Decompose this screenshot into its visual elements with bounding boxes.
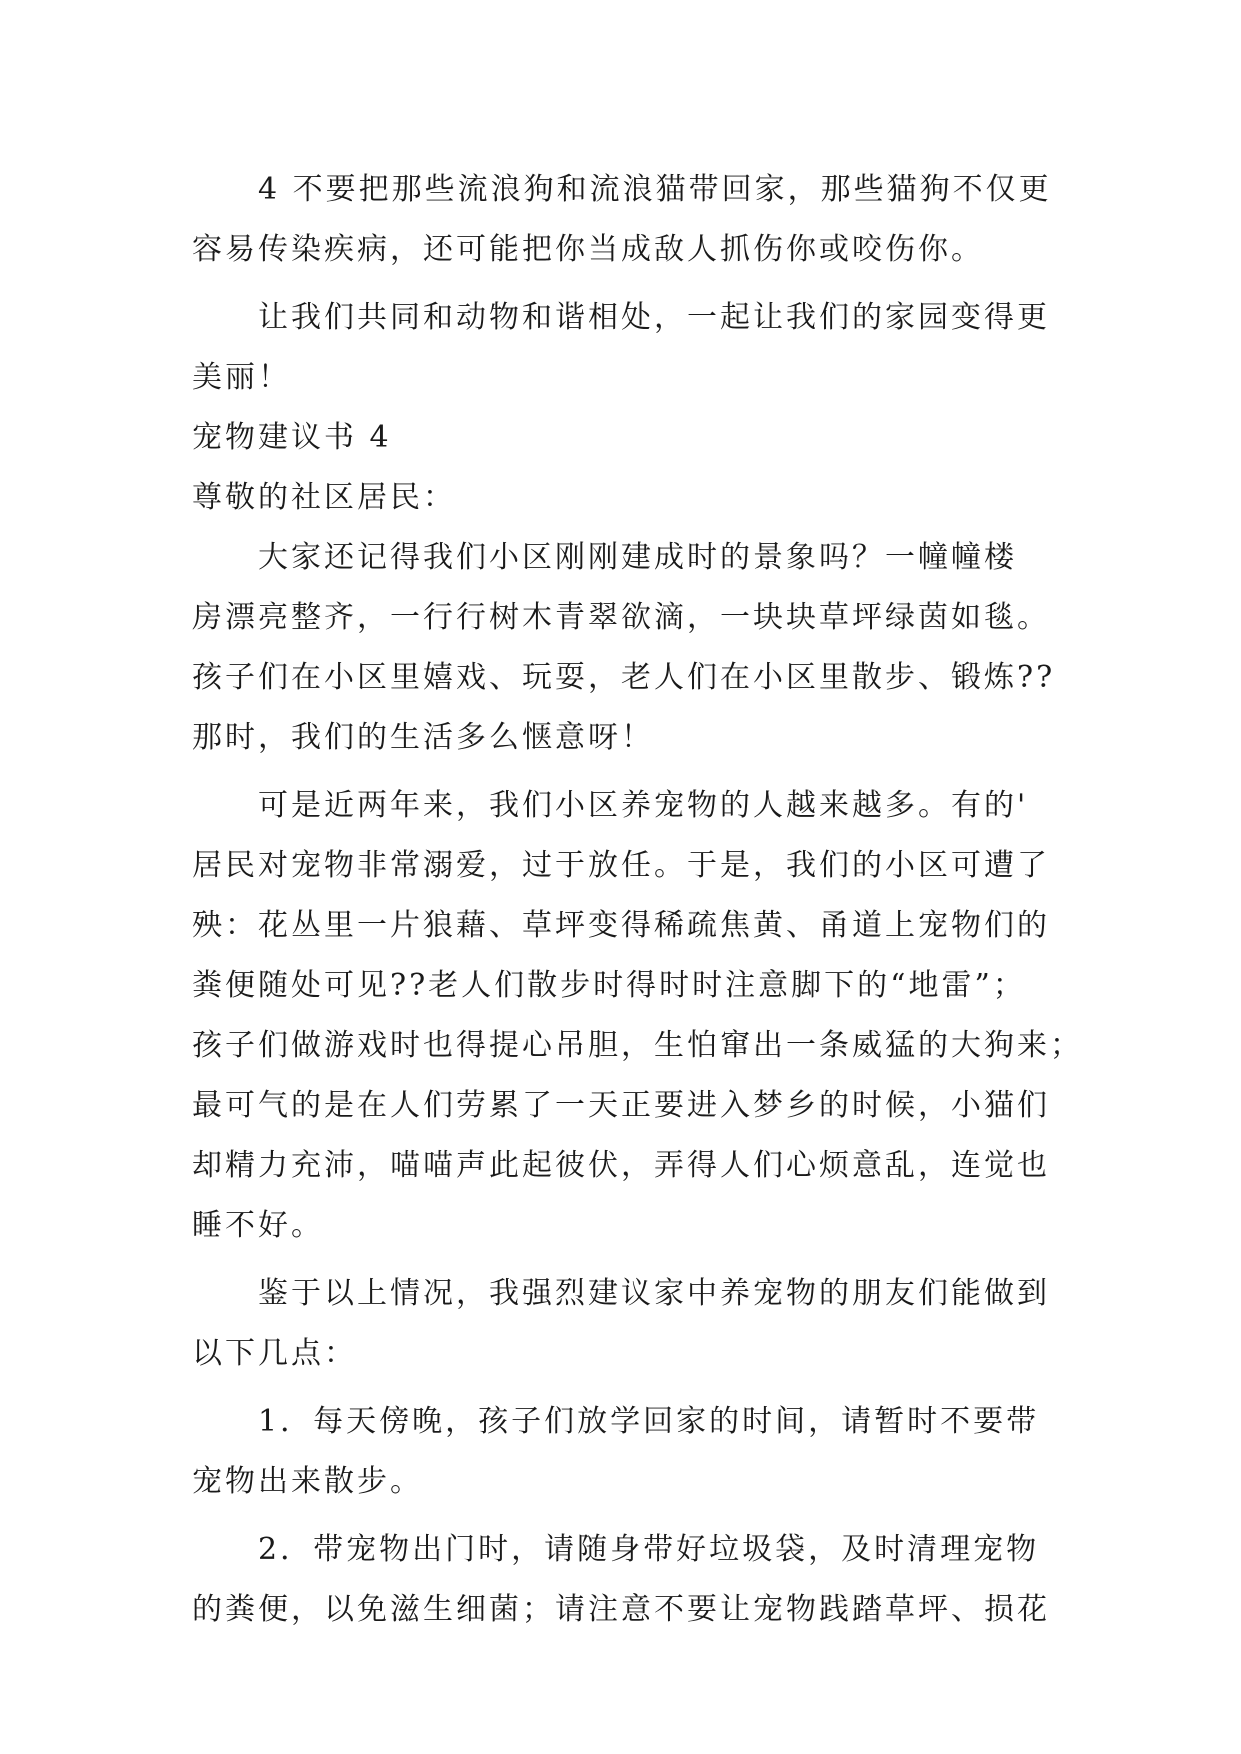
- paragraph-line: 鉴于以上情况，我强烈建议家中养宠物的朋友们能做到: [258, 1276, 1050, 1311]
- list-item-line: 宠物出来散步。: [192, 1464, 423, 1499]
- paragraph-line: 美丽！: [192, 360, 291, 395]
- paragraph-line: 让我们共同和动物和谐相处，一起让我们的家园变得更: [258, 300, 1050, 335]
- paragraph-line: 4 不要把那些流浪狗和流浪猫带回家，那些猫狗不仅更: [258, 172, 1052, 207]
- paragraph-line: 孩子们做游戏时也得提心吊胆，生怕窜出一条威猛的大狗来；: [192, 1028, 1083, 1063]
- list-item-line: 1．每天傍晚，孩子们放学回家的时间，请暂时不要带: [258, 1404, 1040, 1439]
- paragraph-line: 大家还记得我们小区刚刚建成时的景象吗？一幢幢楼: [258, 540, 1017, 575]
- paragraph-line: 最可气的是在人们劳累了一天正要进入梦乡的时候，小猫们: [192, 1088, 1050, 1123]
- list-item-line: 的粪便，以免滋生细菌；请注意不要让宠物践踏草坪、损花: [192, 1592, 1050, 1627]
- paragraph-line: 居民对宠物非常溺爱，过于放任。于是，我们的小区可遭了: [192, 848, 1050, 883]
- salutation: 尊敬的社区居民：: [192, 480, 456, 515]
- paragraph-line: 孩子们在小区里嬉戏、玩耍，老人们在小区里散步、锻炼??: [192, 660, 1056, 695]
- list-item-line: 2．带宠物出门时，请随身带好垃圾袋，及时清理宠物: [258, 1532, 1040, 1567]
- paragraph-line: 容易传染疾病，还可能把你当成敌人抓伤你或咬伤你。: [192, 232, 984, 267]
- paragraph-line: 以下几点：: [192, 1336, 357, 1371]
- paragraph-line: 粪便随处可见??老人们散步时得时时注意脚下的“地雷”；: [192, 968, 1026, 1003]
- document-body: [192, 160, 1083, 1640]
- paragraph-line: 房漂亮整齐，一行行树木青翠欲滴，一块块草坪绿茵如毯。: [192, 600, 1050, 635]
- paragraph-line: 那时，我们的生活多么惬意呀！: [192, 720, 654, 755]
- section-title: 宠物建议书 4: [192, 420, 392, 455]
- paragraph-line: 殃：花丛里一片狼藉、草坪变得稀疏焦黄、甬道上宠物们的: [192, 908, 1050, 943]
- paragraph-line: 睡不好。: [192, 1208, 324, 1243]
- paragraph-line: 可是近两年来，我们小区养宠物的人越来越多。有的': [258, 788, 1029, 823]
- paragraph-line: 却精力充沛，喵喵声此起彼伏，弄得人们心烦意乱，连觉也: [192, 1148, 1050, 1183]
